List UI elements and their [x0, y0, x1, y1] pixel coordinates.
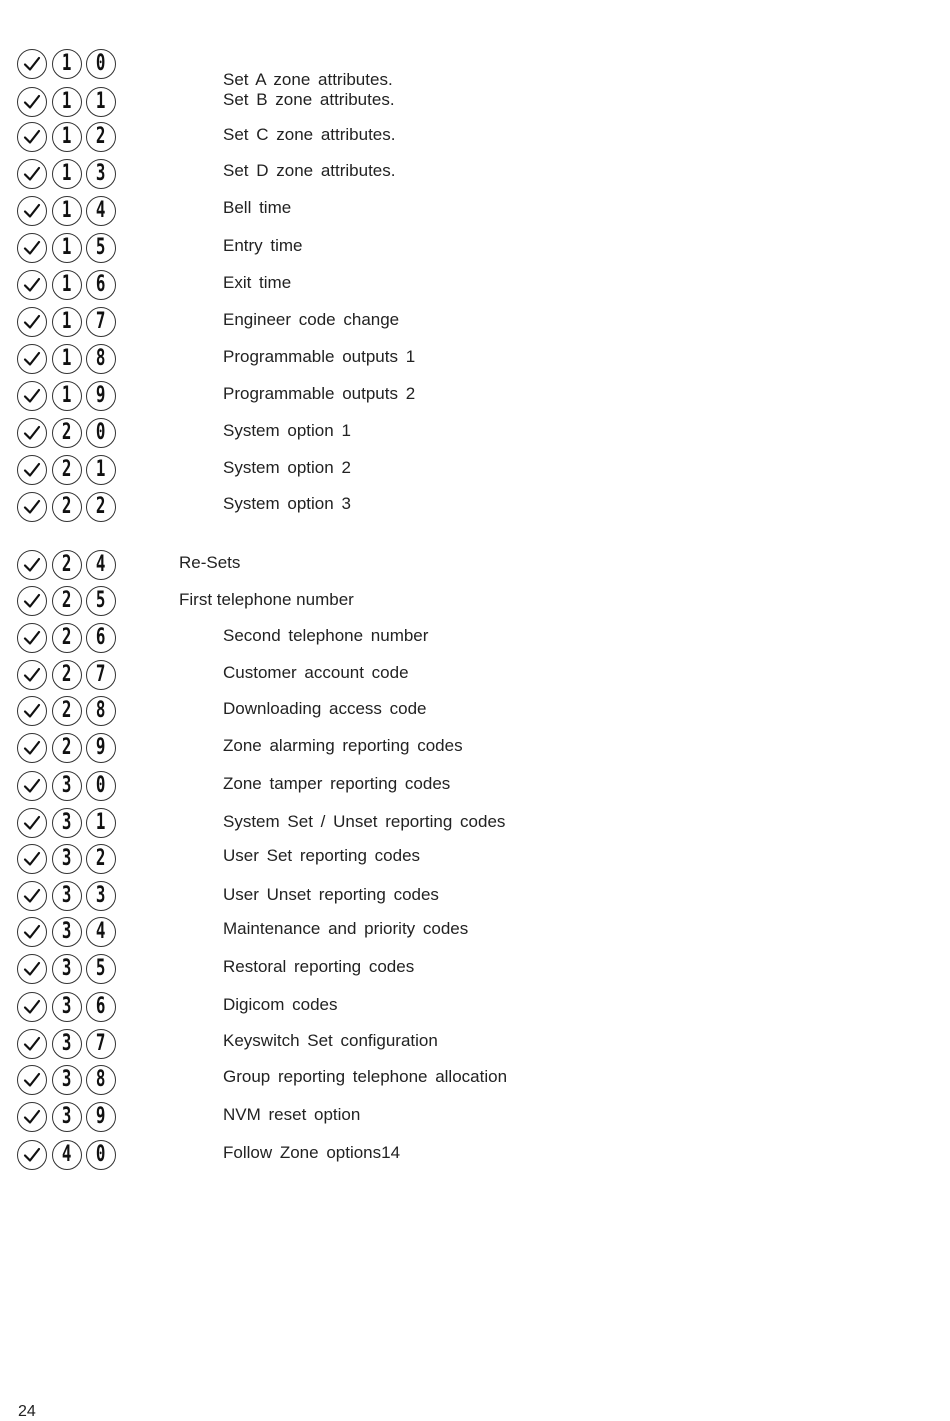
option-label: Set C zone attributes.	[223, 125, 396, 144]
checkmark-icon	[17, 270, 47, 300]
option-row	[0, 416, 950, 450]
option-row	[0, 915, 950, 949]
option-row	[0, 584, 950, 618]
checkmark-icon	[17, 381, 47, 411]
digit-key	[52, 270, 82, 300]
digit-key-label: 1	[62, 346, 72, 371]
option-label: Zone tamper reporting codes	[223, 774, 451, 793]
digit-key	[86, 196, 116, 226]
checkmark-icon	[17, 771, 47, 801]
digit-key	[86, 159, 116, 189]
option-label: User Set reporting codes	[223, 846, 421, 865]
digit-key-label: 2	[62, 698, 72, 723]
checkmark-icon	[17, 49, 47, 79]
digit-key-label: 6	[96, 625, 106, 650]
digit-key-label: 3	[62, 956, 72, 981]
digit-key	[52, 196, 82, 226]
checkmark-icon	[17, 733, 47, 763]
digit-key-label: 3	[62, 1031, 72, 1056]
digit-key-label: 1	[62, 235, 72, 260]
digit-key	[52, 586, 82, 616]
digit-key	[86, 771, 116, 801]
option-label: Set D zone attributes.	[223, 161, 396, 180]
checkmark-icon	[17, 917, 47, 947]
digit-key-label: 0	[96, 773, 106, 798]
option-label: Bell time	[223, 198, 292, 217]
checkmark-icon	[17, 492, 47, 522]
digit-key-label: 1	[62, 198, 72, 223]
digit-key-label: 3	[62, 846, 72, 871]
checkmark-icon	[17, 344, 47, 374]
option-label: Programmable outputs 1	[223, 347, 416, 366]
option-row	[0, 731, 950, 765]
option-row	[0, 1063, 950, 1097]
digit-key-label: 6	[96, 994, 106, 1019]
option-label: Downloading access code	[223, 699, 427, 718]
option-row	[0, 305, 950, 339]
digit-key	[86, 1065, 116, 1095]
option-row	[0, 120, 950, 154]
option-label: Entry time	[223, 236, 303, 255]
digit-key-label: 1	[62, 161, 72, 186]
option-label: Re-Sets	[179, 553, 241, 572]
option-row	[0, 952, 950, 986]
option-row	[0, 157, 950, 191]
checkmark-icon	[17, 455, 47, 485]
option-row	[0, 490, 950, 524]
checkmark-icon	[17, 660, 47, 690]
digit-key	[86, 87, 116, 117]
digit-key	[52, 159, 82, 189]
digit-key	[86, 307, 116, 337]
digit-key	[86, 954, 116, 984]
digit-key	[86, 418, 116, 448]
digit-key	[52, 1065, 82, 1095]
digit-key-label: 0	[96, 420, 106, 445]
checkmark-icon	[17, 307, 47, 337]
checkmark-icon	[17, 196, 47, 226]
checkmark-icon	[17, 1102, 47, 1132]
digit-key-label: 1	[62, 309, 72, 334]
option-row	[0, 47, 950, 89]
digit-key	[52, 455, 82, 485]
option-label: Digicom codes	[223, 995, 338, 1014]
option-label: First telephone number	[179, 590, 354, 609]
digit-key-label: 2	[62, 662, 72, 687]
digit-key	[52, 992, 82, 1022]
option-label: System option 1	[223, 421, 351, 440]
digit-key-label: 4	[96, 552, 106, 577]
option-label: Group reporting telephone allocation	[223, 1067, 508, 1086]
digit-key-label: 2	[96, 846, 106, 871]
option-row	[0, 268, 950, 302]
option-row	[0, 694, 950, 728]
digit-key	[86, 586, 116, 616]
checkmark-icon	[17, 159, 47, 189]
digit-key	[86, 344, 116, 374]
digit-key-label: 2	[96, 124, 106, 149]
digit-key-label: 1	[96, 457, 106, 482]
digit-key-label: 8	[96, 346, 106, 371]
option-row	[0, 990, 950, 1024]
digit-key	[52, 881, 82, 911]
digit-key-label: 0	[96, 1142, 106, 1167]
option-row	[0, 453, 950, 487]
digit-key-label: 2	[62, 420, 72, 445]
digit-key	[52, 87, 82, 117]
option-label: User Unset reporting codes	[223, 885, 439, 904]
digit-key	[52, 550, 82, 580]
digit-key	[52, 623, 82, 653]
digit-key-label: 2	[62, 588, 72, 613]
option-label: Set A zone attributes.	[223, 70, 393, 89]
option-label: Customer account code	[223, 663, 409, 682]
checkmark-icon	[17, 844, 47, 874]
checkmark-icon	[17, 418, 47, 448]
digit-key	[52, 808, 82, 838]
digit-key	[52, 307, 82, 337]
digit-key-label: 2	[96, 494, 106, 519]
digit-key-label: 4	[96, 198, 106, 223]
option-row	[0, 379, 950, 413]
option-label: Keyswitch Set configuration	[223, 1031, 438, 1050]
digit-key-label: 3	[62, 883, 72, 908]
option-row	[0, 1138, 950, 1172]
digit-key-label: 2	[62, 494, 72, 519]
option-label: Follow Zone options14	[223, 1143, 401, 1162]
checkmark-icon	[17, 586, 47, 616]
digit-key-label: 2	[62, 625, 72, 650]
digit-key-label: 9	[96, 735, 106, 760]
digit-key-label: 2	[62, 552, 72, 577]
digit-key	[86, 844, 116, 874]
digit-key	[86, 1102, 116, 1132]
checkmark-icon	[17, 550, 47, 580]
digit-key	[86, 122, 116, 152]
digit-key	[52, 954, 82, 984]
digit-key-label: 3	[62, 1067, 72, 1092]
option-label: System option 2	[223, 458, 351, 477]
digit-key	[86, 455, 116, 485]
checkmark-icon	[17, 233, 47, 263]
checkmark-icon	[17, 1065, 47, 1095]
digit-key	[52, 233, 82, 263]
digit-key	[86, 492, 116, 522]
option-label: Engineer code change	[223, 310, 400, 329]
option-label: Second telephone number	[223, 626, 429, 645]
checkmark-icon	[17, 954, 47, 984]
digit-key	[86, 696, 116, 726]
option-label: System option 3	[223, 494, 351, 513]
digit-key-label: 1	[62, 272, 72, 297]
digit-key-label: 9	[96, 383, 106, 408]
option-row	[0, 806, 950, 840]
digit-key-label: 5	[96, 235, 106, 260]
checkmark-icon	[17, 881, 47, 911]
checkmark-icon	[17, 992, 47, 1022]
digit-key	[86, 550, 116, 580]
digit-key	[86, 808, 116, 838]
option-row	[0, 194, 950, 228]
digit-key-label: 7	[96, 662, 106, 687]
digit-key-label: 7	[96, 309, 106, 334]
digit-key-label: 8	[96, 698, 106, 723]
option-label: Programmable outputs 2	[223, 384, 416, 403]
checkmark-icon	[17, 87, 47, 117]
option-label: Maintenance and priority codes	[223, 919, 469, 938]
digit-key	[86, 1029, 116, 1059]
digit-key-label: 7	[96, 1031, 106, 1056]
digit-key	[52, 492, 82, 522]
digit-key	[86, 733, 116, 763]
digit-key	[86, 381, 116, 411]
digit-key-label: 2	[62, 457, 72, 482]
option-row	[0, 879, 950, 913]
option-label: Set B zone attributes.	[223, 90, 395, 109]
option-label: NVM reset option	[223, 1105, 361, 1124]
digit-key-label: 3	[62, 919, 72, 944]
option-row	[0, 769, 950, 803]
digit-key	[52, 122, 82, 152]
option-row	[0, 548, 950, 582]
digit-key-label: 9	[96, 1104, 106, 1129]
page-number: 24	[18, 1403, 36, 1420]
digit-key	[86, 660, 116, 690]
checkmark-icon	[17, 122, 47, 152]
option-row	[0, 842, 950, 876]
digit-key-label: 5	[96, 956, 106, 981]
digit-key-label: 1	[62, 51, 72, 76]
digit-key-label: 3	[62, 773, 72, 798]
digit-key-label: 4	[96, 919, 106, 944]
option-label: Restoral reporting codes	[223, 957, 415, 976]
digit-key-label: 1	[62, 124, 72, 149]
option-row	[0, 342, 950, 376]
checkmark-icon	[17, 808, 47, 838]
option-label: System Set / Unset reporting codes	[223, 812, 506, 831]
digit-key-label: 3	[62, 994, 72, 1019]
digit-key-label: 3	[62, 1104, 72, 1129]
digit-key	[52, 696, 82, 726]
digit-key	[52, 1102, 82, 1132]
digit-key	[52, 917, 82, 947]
digit-key	[52, 1029, 82, 1059]
checkmark-icon	[17, 1029, 47, 1059]
option-row	[0, 231, 950, 265]
digit-key-label: 3	[62, 810, 72, 835]
digit-key-label: 1	[96, 89, 106, 114]
digit-key-label: 1	[62, 89, 72, 114]
digit-key	[52, 844, 82, 874]
digit-key	[52, 49, 82, 79]
digit-key-label: 8	[96, 1067, 106, 1092]
digit-key	[86, 233, 116, 263]
checkmark-icon	[17, 696, 47, 726]
digit-key	[86, 270, 116, 300]
option-label: Zone alarming reporting codes	[223, 736, 463, 755]
digit-key	[86, 881, 116, 911]
digit-key-label: 0	[96, 51, 106, 76]
option-row	[0, 1100, 950, 1134]
digit-key	[86, 917, 116, 947]
checkmark-icon	[17, 1140, 47, 1170]
digit-key-label: 1	[62, 383, 72, 408]
digit-key	[52, 660, 82, 690]
option-row	[0, 85, 950, 119]
digit-key	[86, 623, 116, 653]
digit-key-label: 5	[96, 588, 106, 613]
option-label: Exit time	[223, 273, 292, 292]
digit-key-label: 1	[96, 810, 106, 835]
digit-key	[52, 771, 82, 801]
digit-key	[52, 344, 82, 374]
option-row	[0, 1027, 950, 1061]
option-row	[0, 621, 950, 655]
digit-key	[52, 418, 82, 448]
digit-key	[86, 1140, 116, 1170]
digit-key	[52, 733, 82, 763]
option-row	[0, 658, 950, 692]
digit-key-label: 3	[96, 161, 106, 186]
checkmark-icon	[17, 623, 47, 653]
digit-key	[86, 49, 116, 79]
digit-key	[86, 992, 116, 1022]
digit-key-label: 3	[96, 883, 106, 908]
digit-key-label: 2	[62, 735, 72, 760]
digit-key-label: 4	[62, 1142, 72, 1167]
digit-key	[52, 1140, 82, 1170]
digit-key-label: 6	[96, 272, 106, 297]
digit-key	[52, 381, 82, 411]
